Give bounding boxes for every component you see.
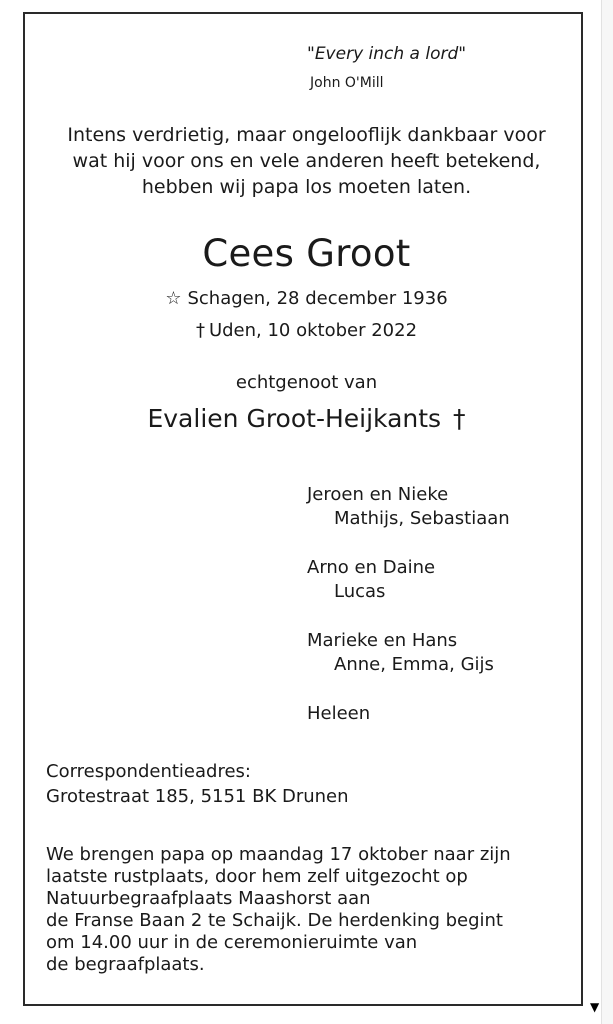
closing-line: laatste rustplaats, door hem zelf uitgezocht op	[46, 866, 468, 887]
cross-icon: †	[195, 320, 205, 341]
closing-line: We brengen papa op maandag 17 oktober naar zijn	[46, 844, 511, 865]
spouse-name-line	[0, 404, 613, 433]
death-text: Uden, 10 oktober 2022	[208, 320, 418, 341]
closing-text	[46, 844, 511, 976]
family-children: Anne, Emma, Gijs	[334, 654, 494, 675]
spouse-name: Evalien Groot-Heijkants	[147, 404, 442, 433]
closing-line: de Franse Baan 2 te Schaijk. De herdenking begint	[46, 910, 503, 931]
family-parents: Jeroen en Nieke	[307, 484, 449, 505]
intro-text	[0, 122, 613, 200]
closing-line: de begraafplaats.	[46, 954, 205, 975]
intro-line: hebben wij papa los moeten laten.	[141, 176, 472, 198]
birth-text: Schagen, 28 december 1936	[187, 288, 448, 309]
birth-info	[0, 288, 613, 309]
family-parents: Arno en Daine	[307, 557, 436, 578]
correspondence-label: Correspondentieadres:	[46, 761, 251, 782]
intro-line: Intens verdrietig, maar ongelooflijk dankbaar voor	[67, 124, 546, 146]
family-children: Lucas	[334, 581, 386, 602]
epigraph-author: John O'Mill	[310, 75, 384, 91]
intro-line: wat hij voor ons en vele anderen heeft betekend,	[72, 150, 541, 172]
family-children: Mathijs, Sebastiaan	[334, 508, 510, 529]
scroll-down-arrow-icon[interactable]: ▼	[590, 1000, 600, 1014]
closing-line: Natuurbegraafplaats Maashorst aan	[46, 888, 371, 909]
spouse-label: echtgenoot van	[235, 372, 378, 393]
family-parents: Marieke en Hans	[307, 630, 458, 651]
epigraph-quote: "Every inch a lord"	[307, 44, 467, 64]
death-info	[0, 320, 613, 341]
star-icon: ☆	[165, 288, 182, 309]
scrollbar[interactable]	[601, 0, 613, 1024]
cross-icon: †	[453, 404, 466, 433]
deceased-name: Cees Groot	[202, 232, 411, 275]
family-parents: Heleen	[307, 703, 371, 724]
closing-line: om 14.00 uur in de ceremonieruimte van	[46, 932, 418, 953]
correspondence-address: Grotestraat 185, 5151 BK Drunen	[46, 786, 349, 807]
